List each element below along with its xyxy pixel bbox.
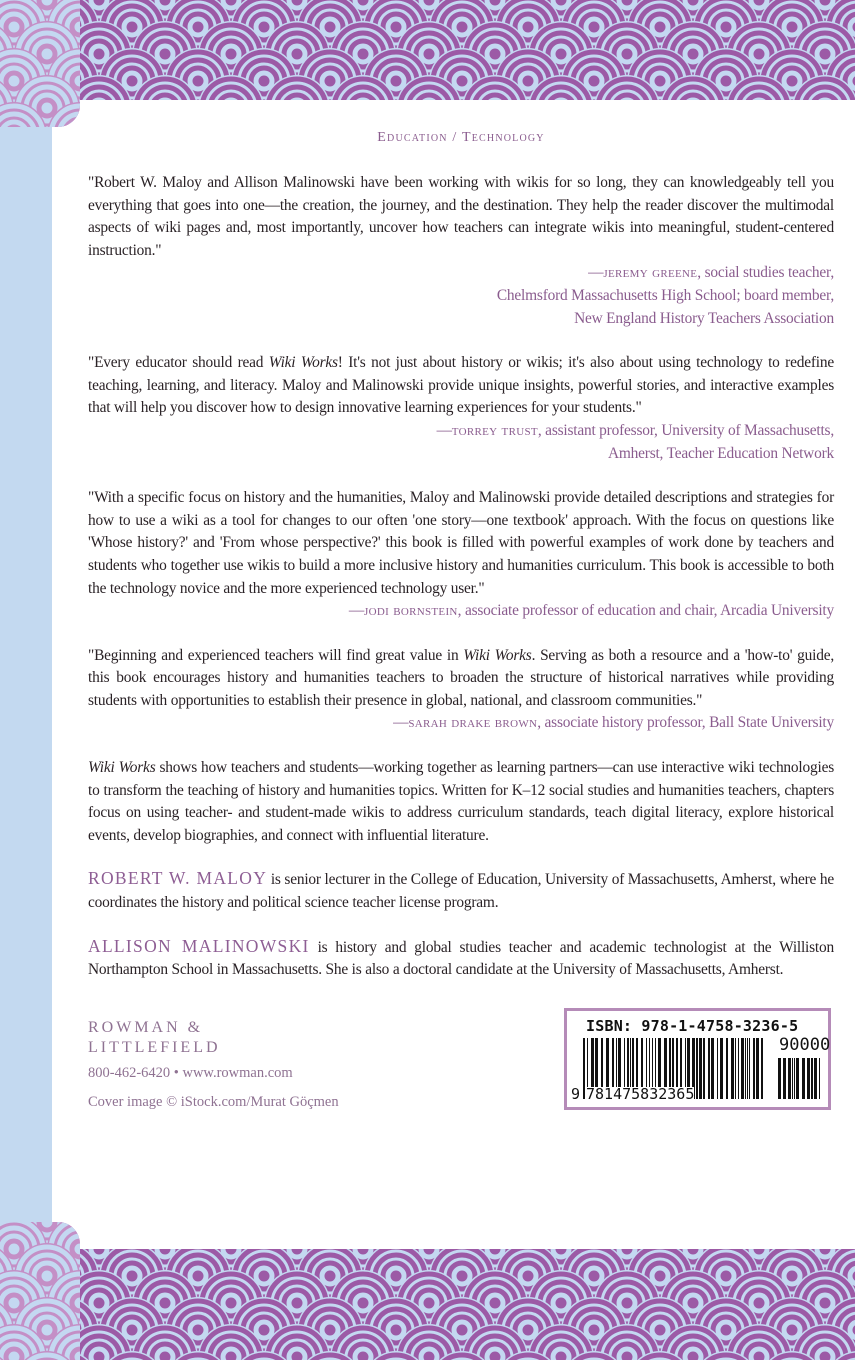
- attribution-line: Amherst, Teacher Education Network: [607, 444, 834, 462]
- book-title: Wiki Works: [463, 646, 532, 664]
- isbn-label: ISBN: 978-1-4758-3236-5: [586, 1016, 799, 1035]
- barcode-bar: [747, 1038, 748, 1099]
- wave-pattern-icon: [0, 0, 855, 100]
- barcode-bar: [699, 1038, 702, 1099]
- attribution-line: Chelmsford Massachusetts High School; board member,: [496, 286, 834, 304]
- barcode-bar: [717, 1038, 718, 1099]
- price-barcode-bar: [819, 1058, 820, 1099]
- barcode-bar: [741, 1038, 744, 1099]
- barcode-bar: [708, 1038, 710, 1099]
- quote-text: [88, 352, 834, 420]
- attribution: —sarah drake brown, associate history professor, Ball State University: [393, 714, 834, 732]
- price-code: 90000: [779, 1034, 831, 1055]
- attribution-line: , assistant professor, University of Massachusetts,: [537, 421, 834, 439]
- barcode-bar: [583, 1038, 585, 1099]
- book-description: [88, 757, 834, 847]
- barcode-bar: [711, 1038, 714, 1099]
- attribution-line: , associate professor of education and chair, Arcadia University: [457, 602, 834, 620]
- description-text: shows how teachers and students—working together as learning partners—can use interactive wiki technologies to transform the teaching of history and humanities topics. Written for K–12 social studies and humanities teachers, chapters focus on using teacher- and student-made wikis to address curriculum standards, teach digital literacy, explore historical events, develop biographies, and connect with influential literature.: [88, 759, 834, 844]
- attribution-line: , associate history professor, Ball State University: [537, 714, 834, 732]
- top-pattern-band: [0, 0, 855, 100]
- attribution-name: jodi bornstein: [364, 602, 458, 620]
- price-barcode-bar: [807, 1058, 810, 1099]
- barcode-digits: 781475832365: [586, 1084, 695, 1103]
- quote-part: . Serving as both a resource and a 'how-to' guide, this book encourages history and humanities teachers to broaden the structure of historical narratives while providing students with opportunities to establish their presence in global, national, and classroom communities.": [88, 646, 834, 709]
- attribution: —jodi bornstein, associate professor of education and chair, Arcadia University: [348, 602, 834, 620]
- attribution-name: torrey trust: [451, 421, 538, 439]
- endorsement-4: [88, 645, 834, 735]
- barcode-bar: [726, 1038, 728, 1099]
- category-heading: Education / Technology: [377, 130, 545, 145]
- attribution-name: sarah drake brown: [408, 714, 538, 732]
- barcode-bar: [761, 1038, 763, 1099]
- barcode-bar: [753, 1038, 755, 1099]
- endorsement-1: [88, 172, 834, 330]
- barcode-bar: [720, 1038, 723, 1099]
- book-title: Wiki Works: [268, 354, 338, 372]
- book-title: Wiki Works: [88, 759, 156, 777]
- price-barcode-bar: [792, 1058, 793, 1099]
- barcode-bar: [696, 1038, 698, 1099]
- publisher-contact: 800-462-6420 • www.rowman.com: [88, 1064, 293, 1081]
- barcode-bar: [745, 1038, 746, 1099]
- publisher-block: [88, 1008, 339, 1112]
- barcode-lead-digit: 9: [571, 1084, 581, 1103]
- cover-image-credit: Cover image © iStock.com/Murat Göçmen: [88, 1093, 339, 1110]
- quote-text: [88, 172, 834, 262]
- attribution-name: jeremy greene: [603, 264, 698, 282]
- wave-pattern-icon: [0, 1249, 855, 1360]
- author-bio-2: [88, 937, 834, 982]
- barcode-bar: [735, 1038, 736, 1099]
- bottom-left-pink-pattern: [0, 1222, 80, 1360]
- price-barcode-bar: [778, 1058, 781, 1099]
- wave-pattern-icon: [0, 0, 80, 127]
- author-bio-text: is history and global studies teacher and academic technologist at the Williston Northampton School in Massachusetts. She is also a doctoral candidate at the University of Massachusetts, Amherst.: [88, 938, 834, 979]
- author-name: ALLISON MALINOWSKI: [88, 935, 310, 956]
- quote-text: [88, 487, 834, 600]
- price-barcode-bar: [783, 1058, 786, 1099]
- left-blue-strip: [0, 127, 52, 1223]
- publisher-logo-line: ROWMAN &: [88, 1018, 204, 1036]
- quote-part: "Every educator should read: [88, 354, 269, 372]
- barcode-bar: [731, 1038, 734, 1099]
- wave-pattern-icon: [0, 1222, 80, 1360]
- footer: [88, 1008, 834, 1112]
- quote-part: "With a specific focus on history and the humanities, Maloy and Malinowski provide detailed descriptions and strategies for how to use a wiki as a tool for changes to our often 'one story—one textbook' approach. With the focus on questions like 'Whose history?' and 'From whose perspective?' this book is filled with powerful examples of work done by teachers and students who together use wikis to build a more inclusive history and humanities curriculum. This book is accessible to both the technology novice and the more experienced technology user.": [88, 489, 834, 597]
- barcode-bar: [703, 1038, 705, 1099]
- price-barcode-bar: [814, 1058, 817, 1099]
- author-bio-1: [88, 869, 834, 914]
- quote-part: "Robert W. Maloy and Allison Malinowski have been working with wikis for so long, they can knowledgeably tell you everything that goes into one—the creation, the journey, and the destination. They help the reader discover the multimodal aspects of wiki pages and, most importantly, uncover how teachers can integrate wikis into meaningful, student-centered instruction.": [88, 174, 834, 259]
- attribution: —torrey trust, assistant professor, University of Massachusetts, Amherst, Teacher Education Network: [436, 421, 834, 462]
- barcode-bar: [738, 1038, 739, 1099]
- price-barcode-bar: [802, 1058, 805, 1099]
- quote-part: ! It's not just about history or wikis; it's also about using technology to redefine teaching, learning, and literacy. Maloy and Malinowski provide unique insights, powerful stories, and interactive examples that will help you discover how to design innovative learning experiences for your students.": [88, 354, 834, 417]
- publisher-logo: [88, 1018, 339, 1058]
- price-barcode-bar: [788, 1058, 791, 1099]
- isbn-barcode: [564, 1008, 831, 1110]
- author-bio-text: is senior lecturer in the College of Education, University of Massachusetts, Amherst, where he coordinates the history and political science teacher license program.: [88, 871, 834, 912]
- price-barcode-bar: [796, 1058, 799, 1099]
- endorsement-2: [88, 352, 834, 465]
- attribution-line: New England History Teachers Association: [574, 309, 834, 327]
- back-cover-content: [88, 128, 834, 1112]
- author-name: ROBERT W. MALOY: [88, 868, 268, 889]
- attribution-line: , social studies teacher,: [697, 264, 834, 282]
- top-left-pink-pattern: [0, 0, 80, 127]
- publisher-logo-line: LITTLEFIELD: [88, 1038, 221, 1056]
- endorsement-3: [88, 487, 834, 623]
- barcode-bar: [749, 1038, 750, 1099]
- bottom-pattern-band: [0, 1249, 855, 1360]
- quote-text: [88, 645, 834, 713]
- price-barcode-bar: [794, 1058, 795, 1099]
- quote-part: "Beginning and experienced teachers will find great value in: [88, 646, 464, 664]
- attribution: —jeremy greene, social studies teacher, Chelmsford Massachusetts High School; board member, New England History Teachers Association: [496, 264, 834, 327]
- price-barcode-bar: [811, 1058, 813, 1099]
- barcode-bar: [756, 1038, 759, 1099]
